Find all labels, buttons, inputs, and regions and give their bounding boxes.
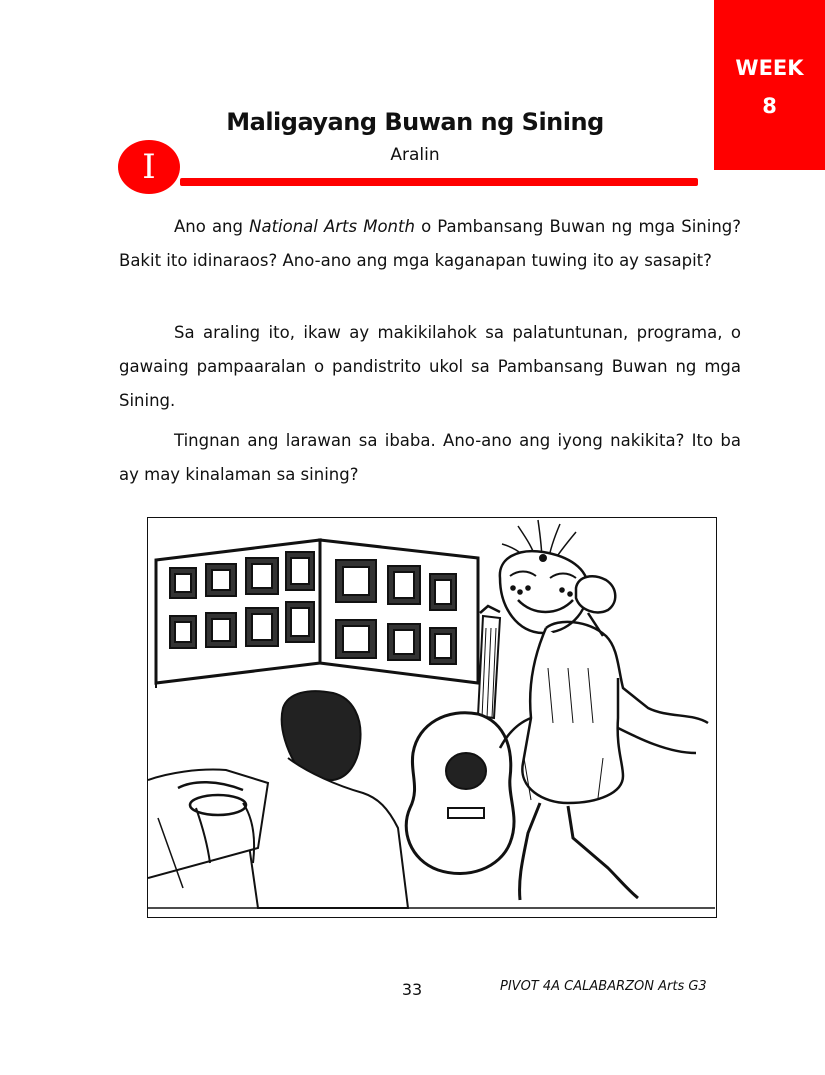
week-number: 8 [762,94,777,118]
child-drawing [148,691,408,908]
intro-italic-term: National Arts Month [249,217,415,236]
week-tab [714,0,825,170]
intro-paragraph [119,210,741,278]
arts-illustration [147,517,717,918]
page-subtitle: Aralin [390,145,440,165]
title-underline [180,178,698,186]
festival-mask-drawing [500,520,588,633]
lesson-paragraph: Sa araling ito, ikaw ay makikilahok sa palatuntunan, programa, o gawaing pampaaralan o pandistrito ukol sa Pambansang Buwan ng mga Sining. [119,323,741,410]
footer-reference: PIVOT 4A CALABARZON Arts G3 [500,979,707,994]
instruction-paragraph: Tingnan ang larawan sa ibaba. Ano-ano ang iyong nakikita? Ito ba ay may kinalaman sa sining? [119,431,741,484]
gallery-wall-drawing [156,540,478,688]
section-badge: I [118,140,180,194]
intro-text-start: Ano ang [174,217,250,236]
page-number: 33 [401,980,423,999]
week-label: WEEK [735,56,804,80]
page-title: Maligayang Buwan ng Sining [226,108,604,136]
intro-text-end: o Pambansang Buwan ng mga Sining? Bakit ito idinaraos? Ano-ano ang mga kaganapan tuwing ito ay sasapit? [119,217,742,270]
